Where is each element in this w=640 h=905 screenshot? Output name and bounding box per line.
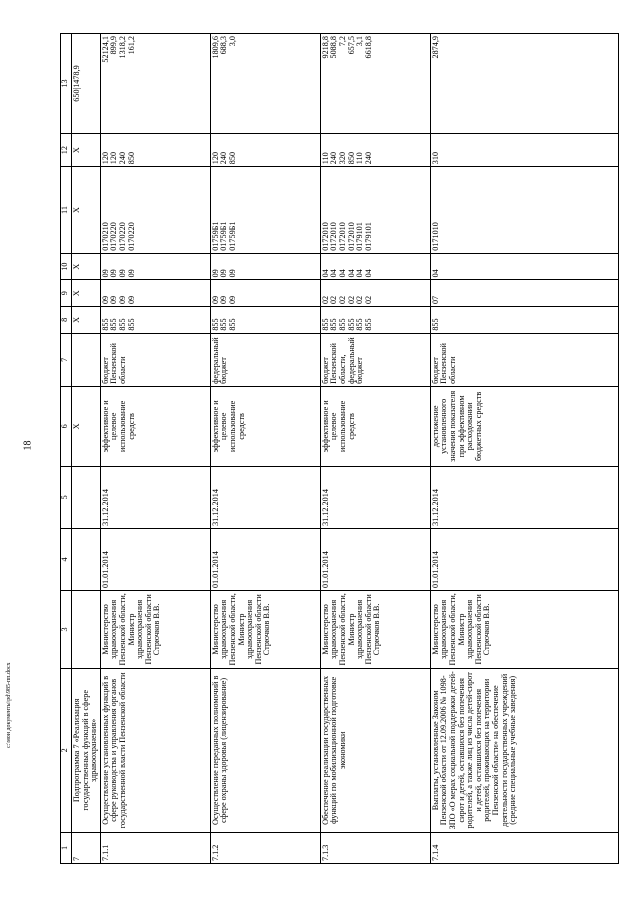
expense-type-code: 850 <box>346 151 356 165</box>
start-date: 01.01.2014 <box>100 528 210 590</box>
grbs-code: 855 <box>219 318 229 331</box>
col-num: 2 <box>61 668 72 832</box>
grbs-code: 855 <box>320 318 330 331</box>
section-code: 09 <box>118 295 128 305</box>
subprogram-number: 7 <box>72 832 101 863</box>
measure-name: Осуществление установленных функций в сфере руководства и управления органов государственной власти Пензенской области <box>100 668 210 832</box>
table-row <box>100 34 210 864</box>
column-number-row <box>61 34 72 864</box>
subsection-code: 04 <box>338 269 348 278</box>
amount: 7,2 <box>338 36 348 47</box>
expense-type-code-cell <box>320 133 430 166</box>
start-date: 01.01.2014 <box>320 528 430 590</box>
funding-source: бюджет Пензенской области, федеральный бюджет <box>320 333 430 386</box>
target-article-code: 0171010 <box>430 222 440 251</box>
amount-cell <box>100 34 210 134</box>
subsection-code: 04 <box>329 269 339 278</box>
end-date: 31.12.2014 <box>100 466 210 528</box>
page-number: 18 <box>22 440 34 451</box>
expected-result: эффективное и целевое использование средств <box>210 386 320 466</box>
grbs-code: 855 <box>118 318 128 331</box>
col-num: 9 <box>61 280 72 307</box>
section-code-cell <box>430 280 618 307</box>
amount: 161,2 <box>126 36 136 55</box>
subsection-code: 04 <box>346 269 356 278</box>
subsection-code: 04 <box>430 269 440 278</box>
subsection-code: 09 <box>109 269 119 278</box>
amount: 1809,6 <box>210 36 220 59</box>
subsection-code: 09 <box>228 269 238 278</box>
target-article-code: 0179101 <box>363 222 373 251</box>
amount: 657,5 <box>346 36 356 55</box>
col-num: 3 <box>61 591 72 669</box>
expense-type-code-cell <box>100 133 210 166</box>
grbs-code: 855 <box>363 318 373 331</box>
target-article-code: 0172010 <box>320 222 330 251</box>
subsection-code: 09 <box>100 269 110 278</box>
subprogram-title: Подпрограмма 7 «Реализация государственных функций в сфере здравоохранения» <box>72 668 101 832</box>
end-date: 31.12.2014 <box>430 466 618 528</box>
target-article-code: 0170220 <box>126 222 136 251</box>
col-num: 10 <box>61 253 72 280</box>
budget-table <box>60 33 619 864</box>
subsection-code-cell <box>210 253 320 280</box>
amount: 5088,8 <box>329 36 339 59</box>
target-article-code-cell <box>100 167 210 254</box>
target-article-code: 01759Б1 <box>219 221 229 251</box>
section-code: 09 <box>109 295 119 305</box>
executor: Министерство здравоохранения Пензенской области, Министр здравоохранения Пензенской области Стрючков В.В. <box>100 591 210 669</box>
amount: 52124,1 <box>100 36 110 63</box>
subprogram-c8: X <box>72 307 101 334</box>
subsection-code: 09 <box>118 269 128 278</box>
col-num: 8 <box>61 307 72 334</box>
subprogram-c9: X <box>72 280 101 307</box>
row-number: 7.1.4 <box>430 832 618 863</box>
amount: 9218,8 <box>320 36 330 59</box>
executor: Министерство здравоохранения Пензенской области, Министр здравоохранения Пензенской области Стрючков В.В. <box>320 591 430 669</box>
expense-type-code: 850 <box>228 151 238 165</box>
file-path-footer: c:\мои документы\pd\985-пп.docx <box>6 662 12 748</box>
start-date: 01.01.2014 <box>210 528 320 590</box>
col-num: 12 <box>61 133 72 166</box>
section-code: 02 <box>355 295 365 305</box>
section-code: 09 <box>100 295 110 305</box>
grbs-code: 855 <box>228 318 238 331</box>
amount: 3,1 <box>355 36 365 47</box>
grbs-code-cell <box>100 307 210 334</box>
section-code: 02 <box>338 295 348 305</box>
section-code: 07 <box>430 295 440 305</box>
col-num: 5 <box>61 466 72 528</box>
funding-source: бюджет Пензенской области <box>430 333 618 386</box>
amount: 6618,8 <box>363 36 373 59</box>
measure-name: Обеспечение реализации государственных функций по мобилизационной подготовке экономики <box>320 668 430 832</box>
section-code-cell <box>100 280 210 307</box>
col-num: 6 <box>61 386 72 466</box>
row-number: 7.1.1 <box>100 832 210 863</box>
amount-cell <box>430 34 618 134</box>
funding-source: бюджет Пензенской области <box>100 333 210 386</box>
col-num: 13 <box>61 34 72 134</box>
section-code: 02 <box>363 295 373 305</box>
amount: 899,9 <box>109 36 119 55</box>
expense-type-code: 120 <box>109 151 119 165</box>
subsection-code: 09 <box>210 269 220 278</box>
section-code-cell <box>210 280 320 307</box>
grbs-code: 855 <box>210 318 220 331</box>
target-article-code-cell <box>210 167 320 254</box>
expected-result: эффективное и целевое использование средств <box>320 386 430 466</box>
subsection-code-cell <box>320 253 430 280</box>
measure-name: Выплаты, установленные Законом Пензенской области от 12.09.2006 № 1098-ЗПО «О мерах социальной поддержки детей-сирот и детей, оставшихся без попечения родителей, а также лиц из числа детей-сирот и детей, оставшихся без попечения родителей, проживающих на территории Пензенской области» на обеспечение деятельности государственных учреждений (средние специальные учебные заведения) <box>430 668 618 832</box>
expense-type-code: 240 <box>363 151 373 165</box>
grbs-code: 855 <box>346 318 356 331</box>
executor: Министерство здравоохранения Пензенской области, Министр здравоохранения Пензенской области Стрючков В.В. <box>210 591 320 669</box>
subprogram-c12: X <box>72 133 101 166</box>
target-article-code: 0179101 <box>355 222 365 251</box>
row-number: 7.1.2 <box>210 832 320 863</box>
grbs-code-cell <box>320 307 430 334</box>
target-article-code-cell <box>430 167 618 254</box>
start-date: 01.01.2014 <box>430 528 618 590</box>
expense-type-code: 120 <box>210 151 220 165</box>
target-article-code: 0172010 <box>338 222 348 251</box>
grbs-code: 855 <box>355 318 365 331</box>
table-row <box>210 34 320 864</box>
amount: 1318,2 <box>118 36 128 59</box>
section-code: 02 <box>320 295 330 305</box>
section-code: 09 <box>228 295 238 305</box>
table-row <box>430 34 618 864</box>
row-number: 7.1.3 <box>320 832 430 863</box>
amount-cell <box>320 34 430 134</box>
grbs-code: 855 <box>430 318 440 331</box>
col-num: 4 <box>61 528 72 590</box>
funding-source: федеральный бюджет <box>210 333 320 386</box>
amount-cell <box>210 34 320 134</box>
subsection-code: 04 <box>355 269 365 278</box>
table-row <box>320 34 430 864</box>
expense-type-code-cell <box>430 133 618 166</box>
section-code: 09 <box>210 295 220 305</box>
grbs-code: 855 <box>100 318 110 331</box>
col-num: 11 <box>61 167 72 254</box>
col-num: 1 <box>61 832 72 863</box>
section-code: 02 <box>329 295 339 305</box>
amount: 2874,9 <box>430 36 440 59</box>
section-code: 09 <box>219 295 229 305</box>
target-article-code: 0170220 <box>109 222 119 251</box>
grbs-code: 855 <box>126 318 136 331</box>
end-date: 31.12.2014 <box>210 466 320 528</box>
expense-type-code: 240 <box>118 151 128 165</box>
end-date: 31.12.2014 <box>320 466 430 528</box>
subsection-code: 09 <box>126 269 136 278</box>
subsection-code-cell <box>430 253 618 280</box>
target-article-code: 0170220 <box>118 222 128 251</box>
subprogram-total: 650|1478,9 <box>72 34 101 134</box>
subsection-code: 04 <box>320 269 330 278</box>
col-num: 7 <box>61 333 72 386</box>
subsection-code-cell <box>100 253 210 280</box>
subprogram-c6: X <box>72 386 101 466</box>
expense-type-code-cell <box>210 133 320 166</box>
grbs-code: 855 <box>338 318 348 331</box>
expected-result: эффективное и целевое использование средств <box>100 386 210 466</box>
subprogram-c11: X <box>72 167 101 254</box>
amount: 3,0 <box>228 36 238 47</box>
target-article-code: 0170210 <box>100 222 110 251</box>
expense-type-code: 120 <box>100 151 110 165</box>
expense-type-code: 240 <box>329 151 339 165</box>
target-article-code-cell <box>320 167 430 254</box>
grbs-code: 855 <box>329 318 339 331</box>
subprogram-row <box>72 34 101 864</box>
grbs-code-cell <box>210 307 320 334</box>
amount: 688,3 <box>219 36 229 55</box>
subprogram-c10: X <box>72 253 101 280</box>
target-article-code: 01759Б1 <box>228 221 238 251</box>
budget-table-sheet <box>60 33 612 864</box>
measure-name: Осуществление переданных полномочий в сфере охраны здоровья (лицензирование) <box>210 668 320 832</box>
expense-type-code: 320 <box>338 151 348 165</box>
grbs-code-cell <box>430 307 618 334</box>
section-code: 02 <box>346 295 356 305</box>
target-article-code: 0172010 <box>346 222 356 251</box>
grbs-code: 855 <box>109 318 119 331</box>
subsection-code: 04 <box>363 269 373 278</box>
expense-type-code: 850 <box>126 151 136 165</box>
section-code: 09 <box>126 295 136 305</box>
target-article-code: 01759Б1 <box>210 221 220 251</box>
expected-result: достижение установленного значения показателя при эффективном расходовании бюджетных средств <box>430 386 618 466</box>
expense-type-code: 240 <box>219 151 229 165</box>
expense-type-code: 110 <box>320 152 330 165</box>
section-code-cell <box>320 280 430 307</box>
executor: Министерство здравоохранения Пензенской области, Министр здравоохранения Пензенской области Стрючков В.В. <box>430 591 618 669</box>
target-article-code: 0172010 <box>329 222 339 251</box>
subsection-code: 09 <box>219 269 229 278</box>
expense-type-code: 310 <box>430 151 440 165</box>
expense-type-code: 110 <box>355 152 365 165</box>
